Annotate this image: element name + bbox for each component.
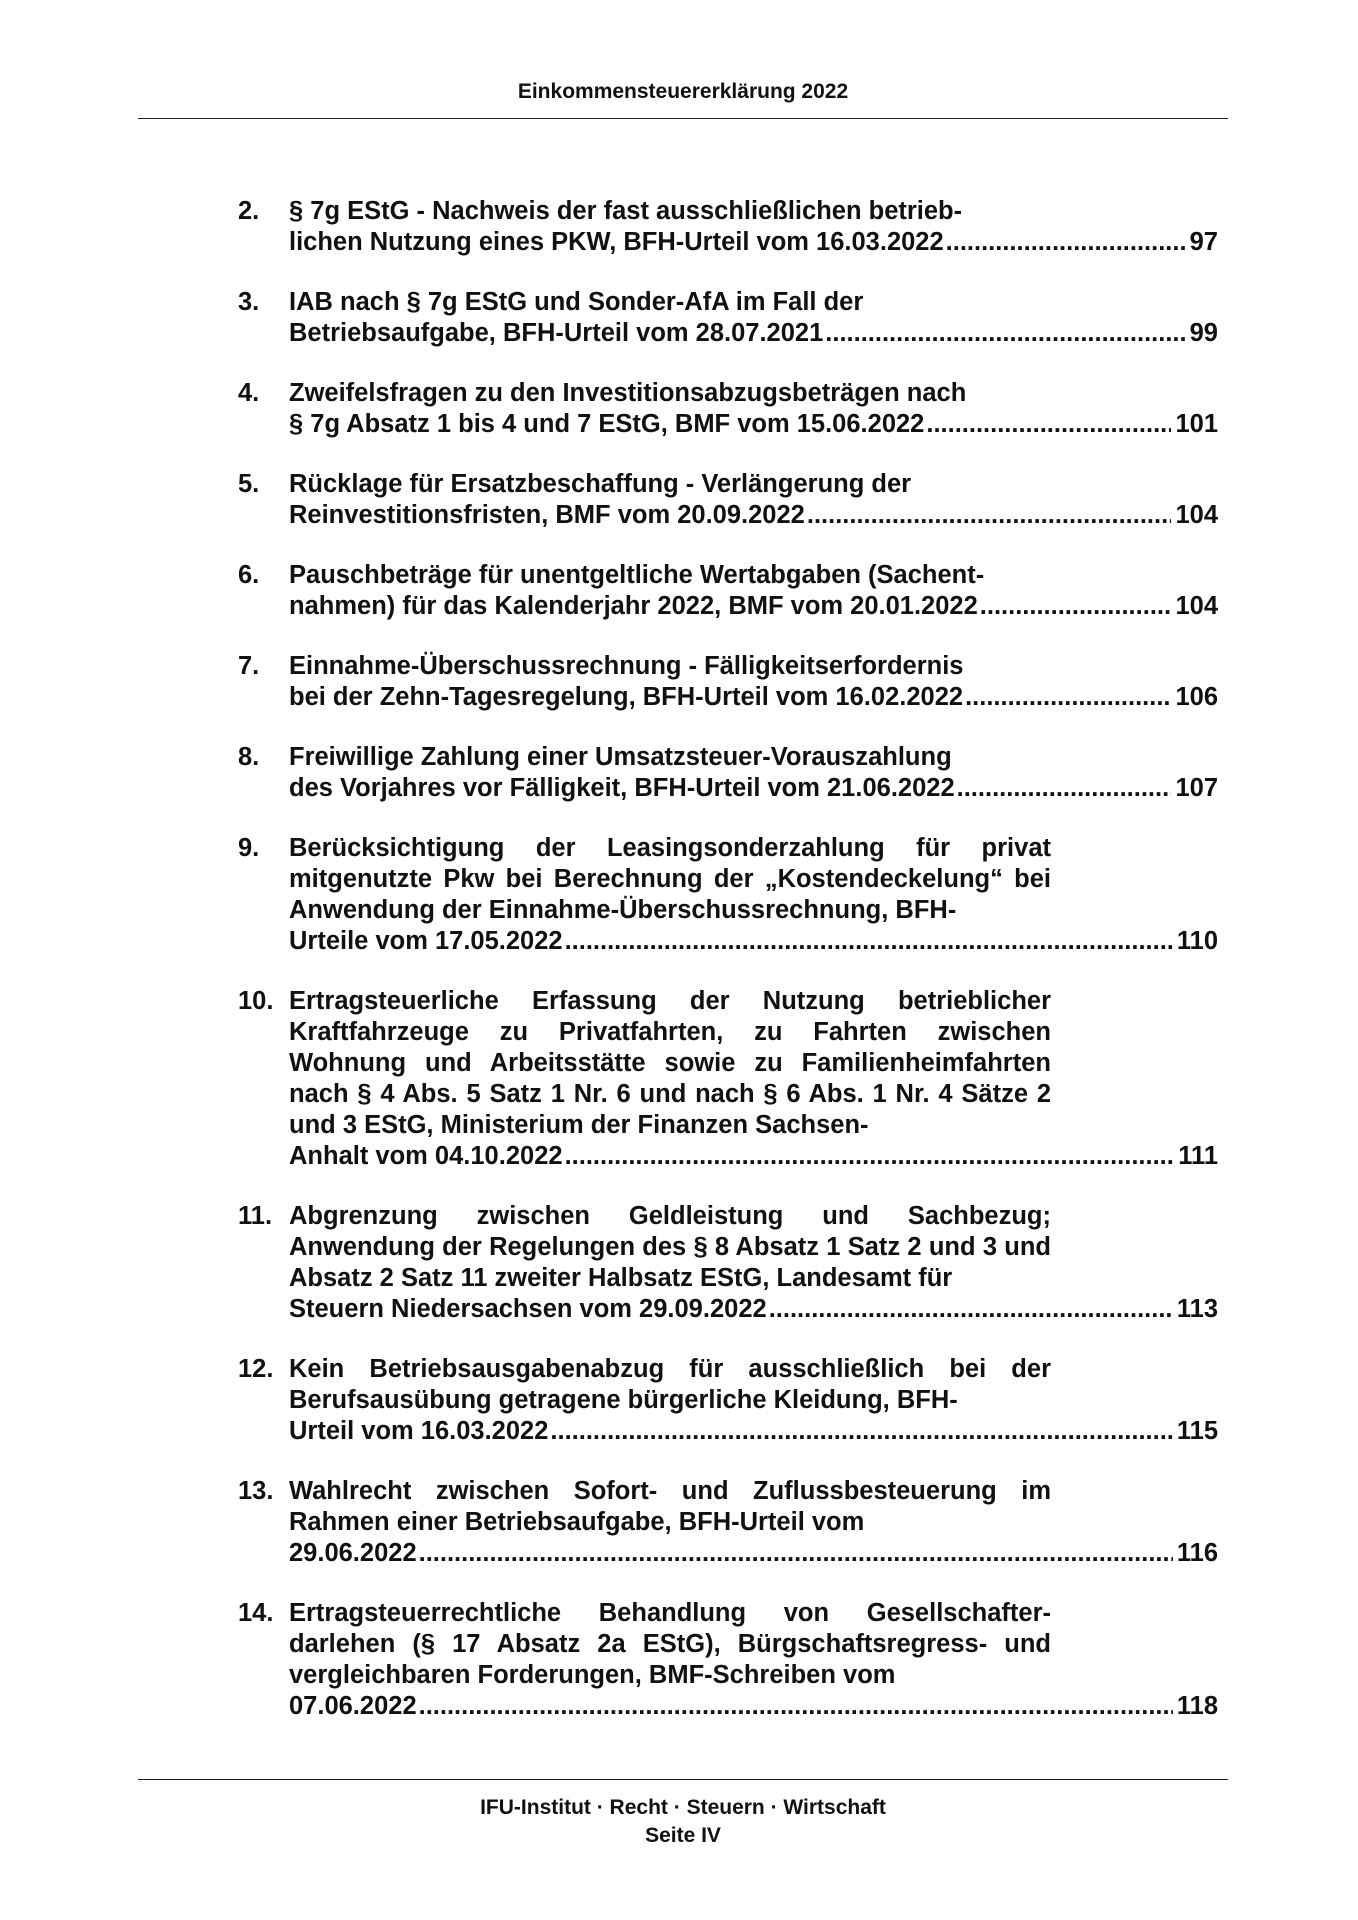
dot-leader <box>955 773 1172 804</box>
page-number: 104 <box>1175 592 1218 620</box>
entry-title: IAB nach § 7g EStG und Sonder-AfA im Fall der <box>289 288 864 316</box>
page-number: 110 <box>1176 927 1218 955</box>
dot-leader <box>823 318 1185 349</box>
toc-entry[interactable] <box>238 833 1218 957</box>
entry-title: Kein Betriebsausgabenabzug für ausschließlich bei der Berufsausübung getragene bürgerliche Kleidung, BFH- <box>289 1355 1051 1414</box>
page-header: Einkommensteuererklärung 2022 <box>517 80 849 103</box>
dot-leader <box>548 1416 1172 1447</box>
page-number: 115 <box>1176 1417 1218 1445</box>
entry-title: Ertragsteuerliche Erfassung der Nutzung betrieblicher Kraftfahrzeuge zu Privatfahrten, zu Fahrten zwischen Wohnung und Arbeitsstätte sowie zu Familienheimfahrten nach § 4 Abs. 5 Satz 1 Nr. 6 und nach § 6 Abs. 1 Nr. 4 Sätze 2 und 3 EStG, Ministerium der Finanzen Sachsen- <box>289 987 1051 1139</box>
entry-number: 11. <box>238 1202 273 1230</box>
dot-leader <box>767 1294 1173 1325</box>
page-number: 107 <box>1175 774 1218 802</box>
entry-title: § 7g EStG - Nachweis der fast ausschließlichen betrieb- <box>289 197 963 225</box>
table-of-contents <box>238 196 1218 1751</box>
entry-title-last-line: Betriebsaufgabe, BFH-Urteil vom 28.07.2021 <box>289 319 824 347</box>
footer-page-number: Seite IV <box>645 1824 721 1847</box>
toc-entry[interactable] <box>238 986 1218 1172</box>
header-rule <box>138 118 1228 119</box>
entry-number: 5. <box>238 470 260 498</box>
dot-leader <box>563 1141 1175 1172</box>
entry-number: 13. <box>238 1477 274 1505</box>
entry-number: 12. <box>238 1355 274 1383</box>
page-number: 111 <box>1178 1142 1218 1170</box>
page-number: 116 <box>1176 1539 1218 1567</box>
page-number: 118 <box>1176 1692 1218 1720</box>
footer-publisher: IFU-Institut · Recht · Steuern · Wirtschaft <box>480 1796 886 1819</box>
footer-rule <box>138 1779 1228 1780</box>
entry-number: 4. <box>238 379 260 407</box>
entry-title-last-line: Reinvestitionsfristen, BMF vom 20.09.2022 <box>289 501 805 529</box>
entry-number: 2. <box>238 197 260 225</box>
entry-title: Einnahme-Überschussrechnung - Fälligkeitserfordernis <box>289 652 964 680</box>
toc-entry[interactable] <box>238 651 1218 713</box>
toc-entry[interactable] <box>238 378 1218 440</box>
entry-title-last-line: Anhalt vom 04.10.2022 <box>289 1142 563 1170</box>
entry-title: Freiwillige Zahlung einer Umsatzsteuer-Vorauszahlung <box>289 743 952 771</box>
entry-title: Pauschbeträge für unentgeltliche Wertabgaben (Sachent- <box>289 561 985 589</box>
entry-title-last-line: bei der Zehn-Tagesregelung, BFH-Urteil vom 16.02.2022 <box>289 683 964 711</box>
toc-entry[interactable] <box>238 1476 1218 1569</box>
entry-title: Abgrenzung zwischen Geldleistung und Sachbezug; Anwendung der Regelungen des § 8 Absatz 1 Satz 2 und 3 und Absatz 2 Satz 11 zweiter Halbsatz EStG, Landesamt für <box>289 1202 1051 1292</box>
entry-title-last-line: § 7g Absatz 1 bis 4 und 7 EStG, BMF vom 15.06.2022 <box>289 410 925 438</box>
entry-title-last-line: Urteile vom 17.05.2022 <box>289 927 563 955</box>
entry-title-last-line: Steuern Niedersachsen vom 29.09.2022 <box>289 1295 767 1323</box>
entry-number: 6. <box>238 561 260 589</box>
page-number: 99 <box>1189 319 1218 347</box>
page-number: 97 <box>1189 228 1218 256</box>
entry-title: Zweifelsfragen zu den Investitionsabzugsbeträgen nach <box>289 379 967 407</box>
entry-title-last-line: lichen Nutzung eines PKW, BFH-Urteil vom 16.03.2022 <box>289 228 944 256</box>
entry-title-last-line: Urteil vom 16.03.2022 <box>289 1417 549 1445</box>
toc-entry[interactable] <box>238 1354 1218 1447</box>
entry-number: 14. <box>238 1599 274 1627</box>
toc-entry[interactable] <box>238 287 1218 349</box>
entry-number: 10. <box>238 987 274 1015</box>
entry-title-last-line: des Vorjahres vor Fälligkeit, BFH-Urteil vom 21.06.2022 <box>289 774 955 802</box>
entry-number: 7. <box>238 652 260 680</box>
dot-leader <box>978 591 1172 622</box>
dot-leader <box>805 500 1172 531</box>
dot-leader <box>563 926 1173 957</box>
entry-title-last-line: nahmen) für das Kalenderjahr 2022, BMF vom 20.01.2022 <box>289 592 978 620</box>
entry-title-last-line: 29.06.2022 <box>289 1539 417 1567</box>
page-number: 106 <box>1175 683 1218 711</box>
dot-leader <box>924 409 1171 440</box>
dot-leader <box>944 227 1186 258</box>
toc-entry[interactable] <box>238 1598 1218 1722</box>
dot-leader <box>417 1538 1173 1569</box>
page-number: 101 <box>1175 410 1218 438</box>
dot-leader <box>417 1691 1173 1722</box>
entry-title-last-line: 07.06.2022 <box>289 1692 417 1720</box>
dot-leader <box>963 682 1171 713</box>
toc-entry[interactable] <box>238 742 1218 804</box>
entry-title: Rücklage für Ersatzbeschaffung - Verlängerung der <box>289 470 912 498</box>
toc-entry[interactable] <box>238 560 1218 622</box>
toc-entry[interactable] <box>238 1201 1218 1325</box>
page-number: 104 <box>1175 501 1218 529</box>
entry-number: 3. <box>238 288 260 316</box>
toc-entry[interactable] <box>238 469 1218 531</box>
page-footer <box>138 1794 1228 1850</box>
entry-title: Berücksichtigung der Leasingsonderzahlung für privat mitgenutzte Pkw bei Berechnung der „Kostendeckelung“ bei Anwendung der Einnahme-Überschussrechnung, BFH- <box>289 834 1051 924</box>
entry-number: 9. <box>238 834 260 862</box>
entry-title: Wahlrecht zwischen Sofort- und Zuflussbesteuerung im Rahmen einer Betriebsaufgabe, BFH-Urteil vom <box>289 1477 1051 1536</box>
entry-title: Ertragsteuerrechtliche Behandlung von Gesellschafter-darlehen (§ 17 Absatz 2a EStG), Bürgschaftsregress- und vergleichbaren Forderungen, BMF-Schreiben vom <box>289 1599 1051 1689</box>
entry-number: 8. <box>238 743 260 771</box>
page-number: 113 <box>1176 1295 1218 1323</box>
toc-entry[interactable] <box>238 196 1218 258</box>
